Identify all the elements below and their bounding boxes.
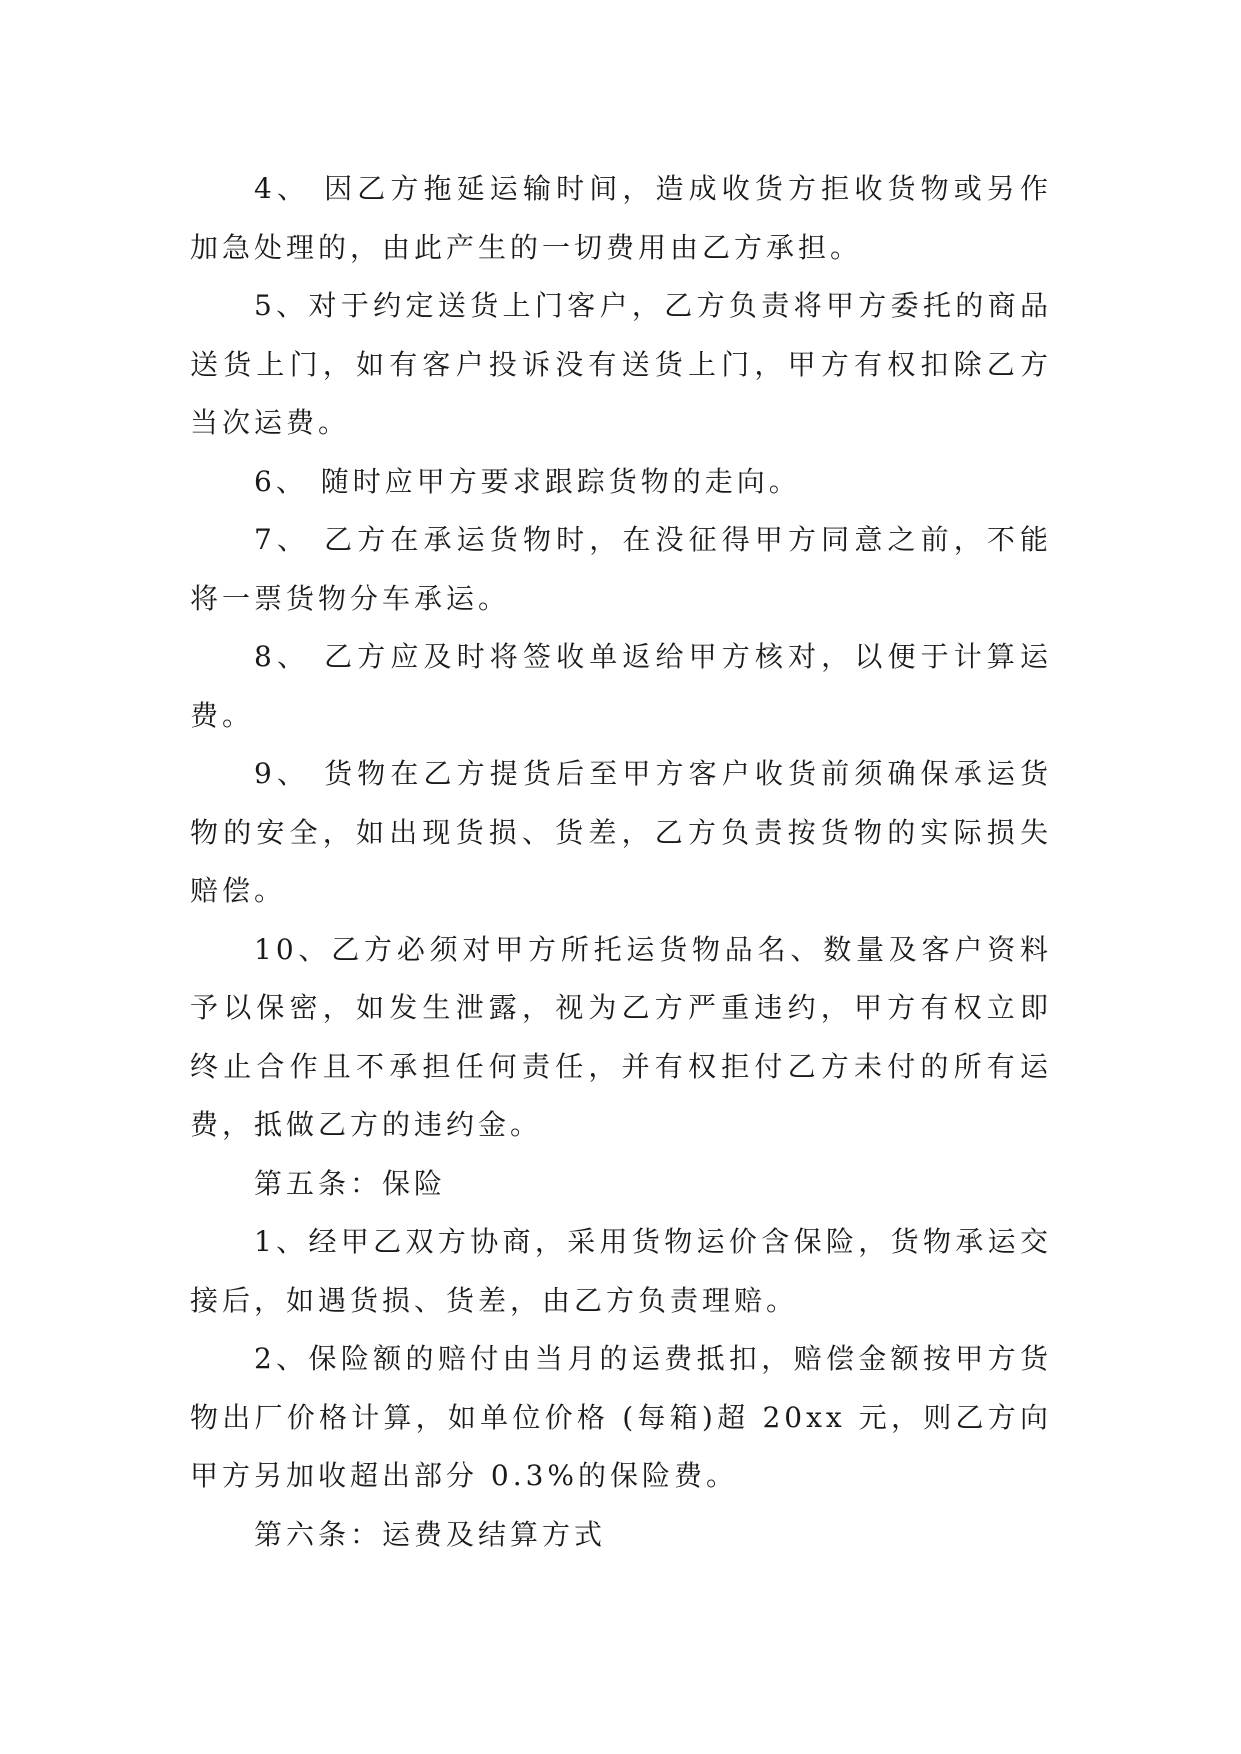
insurance-clause-1: 1、经甲乙双方协商，采用货物运价含保险，货物承运交接后，如遇货损、货差，由乙方负责理赔。 (190, 1225, 1052, 1317)
clause-7: 7、 乙方在承运货物时，在没征得甲方同意之前，不能将一票货物分车承运。 (190, 523, 1052, 615)
clause-9: 9、 货物在乙方提货后至甲方客户收货前须确保承运货物的安全，如出现货损、货差，乙方负责按货物的实际损失赔偿。 (190, 757, 1052, 907)
article-6-heading: 第六条：运费及结算方式 (254, 1517, 607, 1551)
clause-10: 10、乙方必须对甲方所托运货物品名、数量及客户资料予以保密，如发生泄露，视为乙方严重违约，甲方有权立即终止合作且不承担任何责任，并有权拒付乙方未付的所有运费，抵做乙方的违约金。 (190, 932, 1052, 1141)
document-body (190, 160, 1052, 1564)
clause-8: 8、 乙方应及时将签收单返给甲方核对，以便于计算运费。 (190, 640, 1052, 732)
article-5-heading: 第五条：保险 (254, 1166, 447, 1200)
insurance-clause-2: 2、保险额的赔付由当月的运费抵扣，赔偿金额按甲方货物出厂价格计算，如单位价格 (每箱)超 20xx 元，则乙方向甲方另加收超出部分 0.3%的保险费。 (190, 1342, 1052, 1492)
clause-5: 5、对于约定送货上门客户，乙方负责将甲方委托的商品送货上门，如有客户投诉没有送货上门，甲方有权扣除乙方当次运费。 (190, 289, 1052, 439)
clause-6: 6、 随时应甲方要求跟踪货物的走向。 (254, 464, 801, 498)
clause-4: 4、 因乙方拖延运输时间，造成收货方拒收货物或另作加急处理的，由此产生的一切费用由乙方承担。 (190, 172, 1052, 264)
